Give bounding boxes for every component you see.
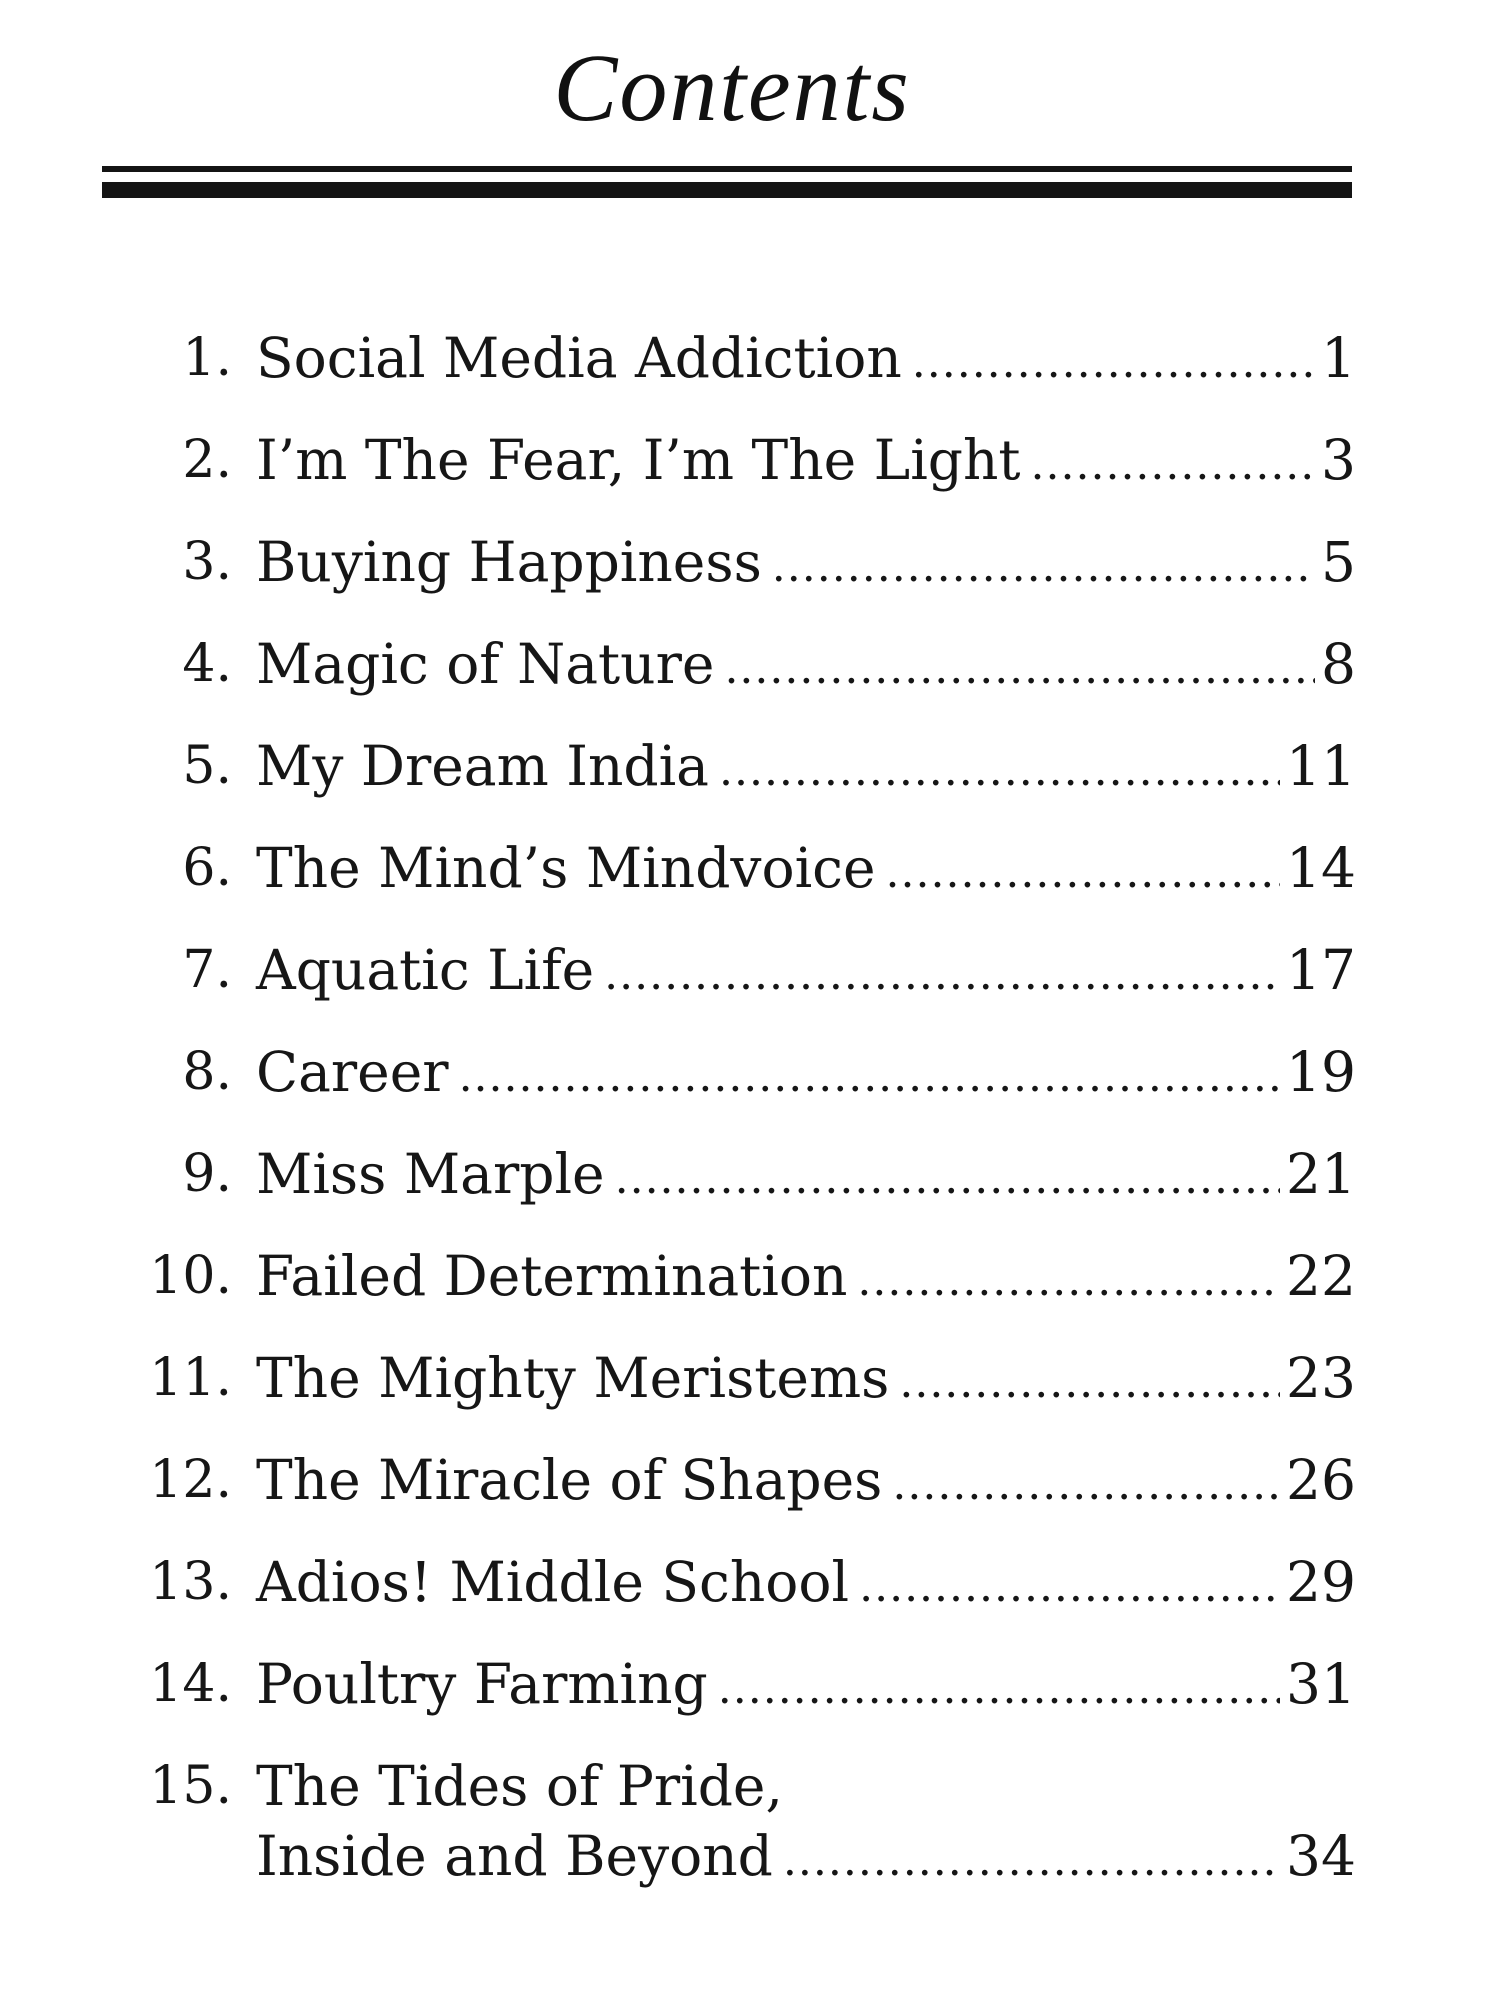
- entry-number: 5.: [182, 736, 232, 796]
- toc-entry[interactable]: [0, 1646, 1500, 1738]
- entry-number: 2.: [182, 430, 232, 490]
- entry-number: 1.: [182, 328, 232, 388]
- dot-leader: [459, 1039, 1280, 1115]
- dot-leader: [886, 835, 1280, 911]
- entry-number: 6.: [182, 838, 232, 898]
- toc-entry[interactable]: [0, 932, 1500, 1024]
- page-title: Contents: [553, 34, 911, 141]
- entry-line: [256, 1818, 1356, 1894]
- entry-number: 12.: [149, 1450, 232, 1510]
- entry-line: [256, 728, 1356, 804]
- entry-line: [256, 1544, 1356, 1620]
- entry-line: [256, 626, 1356, 702]
- entry-number: 13.: [149, 1552, 232, 1612]
- toc-entry[interactable]: [0, 1136, 1500, 1228]
- entry-title: Failed Determination: [256, 1244, 848, 1308]
- entry-number: 4.: [182, 634, 232, 694]
- entry-page-number: 29: [1286, 1550, 1356, 1614]
- entry-title: Career: [256, 1040, 449, 1104]
- entry-title: The Mind’s Mindvoice: [256, 836, 876, 900]
- dot-leader: [859, 1549, 1280, 1625]
- toc-entry[interactable]: [0, 320, 1500, 412]
- entry-line: [256, 1136, 1356, 1212]
- entry-number: 10.: [149, 1246, 232, 1306]
- dot-leader: [719, 733, 1280, 809]
- entry-page-number: 11: [1286, 734, 1356, 798]
- entry-line: [256, 1442, 1356, 1518]
- entry-title: I’m The Fear, I’m The Light: [256, 428, 1021, 492]
- entry-title: My Dream India: [256, 734, 709, 798]
- entry-number: 11.: [149, 1348, 232, 1408]
- dot-leader: [604, 937, 1280, 1013]
- dot-leader: [615, 1141, 1280, 1217]
- entry-page-number: 23: [1286, 1346, 1356, 1410]
- entry-line: [256, 1340, 1356, 1416]
- entry-page-number: 5: [1321, 530, 1356, 594]
- entry-title: Social Media Addiction: [256, 326, 902, 390]
- entry-number: 8.: [182, 1042, 232, 1102]
- dot-leader: [724, 631, 1315, 707]
- entry-number: 15.: [149, 1756, 232, 1816]
- entry-page-number: 14: [1286, 836, 1356, 900]
- entry-title: Poultry Farming: [256, 1652, 708, 1716]
- entry-line: [256, 524, 1356, 600]
- toc-entry[interactable]: [0, 422, 1500, 514]
- toc-entry[interactable]: [0, 728, 1500, 820]
- entry-line: [256, 1646, 1356, 1722]
- entry-title: Magic of Nature: [256, 632, 715, 696]
- entry-title: Inside and Beyond: [256, 1824, 773, 1888]
- dot-leader: [899, 1345, 1280, 1421]
- entry-line: [256, 320, 1356, 396]
- dot-leader: [912, 325, 1315, 401]
- dot-leader: [783, 1823, 1280, 1899]
- toc-entry[interactable]: [0, 1340, 1500, 1432]
- entry-page-number: 34: [1286, 1824, 1356, 1888]
- entry-number: 7.: [182, 940, 232, 1000]
- dot-leader: [772, 529, 1315, 605]
- entry-title: Adios! Middle School: [256, 1550, 850, 1614]
- toc-entry[interactable]: [0, 1544, 1500, 1636]
- entry-title: Buying Happiness: [256, 530, 762, 594]
- dot-leader: [892, 1447, 1280, 1523]
- toc-entry[interactable]: [0, 1748, 1500, 1908]
- entry-line: [256, 1034, 1356, 1110]
- dot-leader: [857, 1243, 1280, 1319]
- entry-number: 14.: [149, 1654, 232, 1714]
- entry-line: [256, 830, 1356, 906]
- entry-page-number: 26: [1286, 1448, 1356, 1512]
- dot-leader: [718, 1651, 1280, 1727]
- entry-number: 3.: [182, 532, 232, 592]
- entry-page-number: 21: [1286, 1142, 1356, 1206]
- entry-title: The Miracle of Shapes: [256, 1448, 883, 1512]
- toc-entry[interactable]: [0, 524, 1500, 616]
- entry-page-number: 22: [1286, 1244, 1356, 1308]
- toc-entry[interactable]: [0, 830, 1500, 922]
- entry-page-number: 17: [1286, 938, 1356, 1002]
- toc-entry[interactable]: [0, 626, 1500, 718]
- entry-title: The Mighty Meristems: [256, 1346, 890, 1410]
- entry-page-number: 1: [1321, 326, 1356, 390]
- entry-page-number: 3: [1321, 428, 1356, 492]
- entry-line: [256, 422, 1356, 498]
- entry-line: [256, 1238, 1356, 1314]
- entry-page-number: 31: [1286, 1652, 1356, 1716]
- entry-line: [256, 932, 1356, 1008]
- entry-title: Miss Marple: [256, 1142, 605, 1206]
- toc-entry[interactable]: [0, 1442, 1500, 1534]
- entry-title-line-1: The Tides of Pride,: [256, 1754, 783, 1818]
- entry-number: 9.: [182, 1144, 232, 1204]
- entry-page-number: 8: [1321, 632, 1356, 696]
- toc-entry[interactable]: [0, 1238, 1500, 1330]
- entry-title: Aquatic Life: [256, 938, 595, 1002]
- toc-entry[interactable]: [0, 1034, 1500, 1126]
- dot-leader: [1031, 427, 1315, 503]
- entry-page-number: 19: [1286, 1040, 1356, 1104]
